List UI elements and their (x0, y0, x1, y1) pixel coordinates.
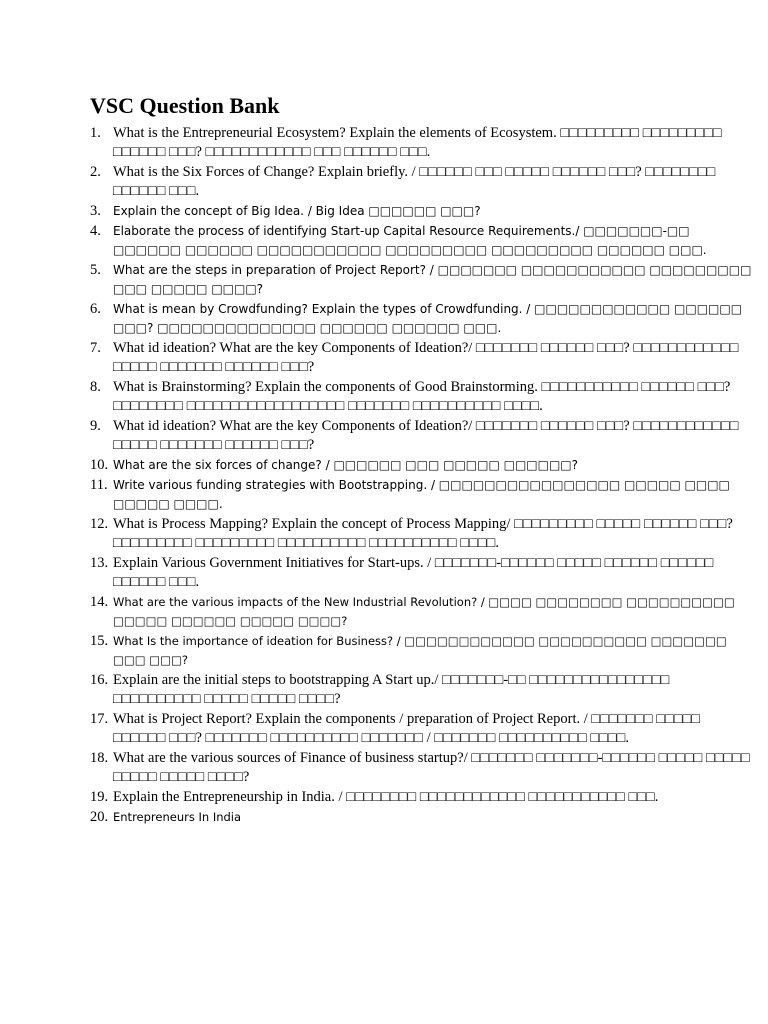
question-number: 16. (90, 672, 109, 688)
question-number: 7. (90, 340, 101, 356)
question-item (90, 808, 756, 827)
question-number: 17. (90, 711, 109, 727)
question-text: What are the six forces of change? / □□□□□□ □□□ □□□□□ □□□□□□? (113, 458, 579, 472)
question-number: 20. (90, 809, 109, 825)
question-item (90, 632, 756, 670)
question-number: 9. (90, 418, 101, 434)
question-item (90, 339, 756, 377)
question-item (90, 788, 756, 807)
question-text: Explain the Entrepreneurship in India. / □□□□□□□□ □□□□□□□□□□□□ □□□□□□□□□□□ □□□. (113, 789, 659, 805)
question-number: 10. (90, 457, 109, 473)
question-text: Explain Various Government Initiatives for Start-ups. / □□□□□□□-□□□□□□ □□□□□ □□□□□□ □□□□□□ □□□□□□ □□□. (113, 555, 714, 590)
question-number: 6. (90, 301, 101, 317)
question-item (90, 593, 756, 631)
question-number: 1. (90, 125, 101, 141)
question-item (90, 378, 756, 416)
question-text: What Is the importance of ideation for Business? / □□□□□□□□□□□□ □□□□□□□□□□ □□□□□□□ □□□ □□□? (113, 634, 727, 667)
question-item (90, 417, 756, 455)
question-number: 2. (90, 164, 101, 180)
question-text: Write various funding strategies with Bootstrapping. / □□□□□□□□□□□□□□□□ □□□□□ □□□□ □□□□□ □□□□. (113, 478, 730, 511)
question-item (90, 749, 756, 787)
question-text: What is Process Mapping? Explain the concept of Process Mapping/ □□□□□□□□□ □□□□□ □□□□□□ □□□? □□□□□□□□□ □□□□□□□□□ □□□□□□□□□□ □□□□□□□□□□ □□□□. (113, 516, 733, 551)
question-item (90, 554, 756, 592)
question-number: 19. (90, 789, 109, 805)
question-item (90, 300, 756, 338)
question-text: What is the Six Forces of Change? Explain briefly. / □□□□□□ □□□ □□□□□ □□□□□□ □□□? □□□□□□□□ □□□□□□ □□□. (113, 164, 716, 199)
question-text: What id ideation? What are the key Components of Ideation?/ □□□□□□□ □□□□□□ □□□? □□□□□□□□□□□□ □□□□□ □□□□□□□ □□□□□□ □□□? (113, 340, 739, 375)
question-number: 11. (90, 477, 108, 493)
question-text: What is the Entrepreneurial Ecosystem? Explain the elements of Ecosystem. □□□□□□□□□ □□□□□□□□□ □□□□□□ □□□? □□□□□□□□□□□□ □□□ □□□□□□ □□□. (113, 125, 722, 160)
question-text: What is Project Report? Explain the components / preparation of Project Report. / □□□□□□□ □□□□□ □□□□□□ □□□? □□□□□□□ □□□□□□□□□□ □□□□□□□ / □□□□□□□ □□□□□□□□□□ □□□□. (113, 711, 701, 746)
question-text: What is mean by Crowdfunding? Explain the types of Crowdfunding. / □□□□□□□□□□□□ □□□□□□ □□□? □□□□□□□□□□□□□□ □□□□□□ □□□□□□ □□□. (113, 302, 743, 335)
question-number: 13. (90, 555, 109, 571)
question-text: What are the steps in preparation of Project Report? / □□□□□□□ □□□□□□□□□□□ □□□□□□□□□ □□□ □□□□□ □□□□? (113, 263, 752, 296)
question-text: Explain are the initial steps to bootstrapping A Start up./ □□□□□□□-□□ □□□□□□□□□□□□□□□□ □□□□□□□□□□ □□□□□ □□□□□ □□□□? (113, 672, 670, 707)
question-item (90, 671, 756, 709)
question-item (90, 515, 756, 553)
question-text: What id ideation? What are the key Components of Ideation?/ □□□□□□□ □□□□□□ □□□? □□□□□□□□□□□□ □□□□□ □□□□□□□ □□□□□□ □□□? (113, 418, 739, 453)
question-number: 4. (90, 223, 101, 239)
question-number: 3. (90, 203, 101, 219)
question-number: 18. (90, 750, 109, 766)
question-list (90, 124, 756, 827)
question-item (90, 456, 756, 475)
question-item (90, 261, 756, 299)
question-item (90, 476, 756, 514)
question-number: 14. (90, 594, 109, 610)
question-number: 5. (90, 262, 101, 278)
question-text: What are the various sources of Finance of business startup?/ □□□□□□□ □□□□□□□-□□□□□□ □□□□□ □□□□□ □□□□□ □□□□□ □□□□? (113, 750, 750, 785)
question-text: Elaborate the process of identifying Start-up Capital Resource Requirements./ □□□□□□□-□□ □□□□□□ □□□□□□ □□□□□□□□□□□ □□□□□□□□□ □□□□□□□□□ □□□□□□ □□□. (113, 224, 707, 257)
question-text: What is Brainstorming? Explain the components of Good Brainstorming. □□□□□□□□□□□ □□□□□□ □□□? □□□□□□□□ □□□□□□□□□□□□□□□□□□ □□□□□□□ □□□□□□□□□□ □□□□. (113, 379, 731, 414)
question-item (90, 163, 756, 201)
question-text: What are the various impacts of the New Industrial Revolution? / □□□□ □□□□□□□□ □□□□□□□□□□ □□□□□ □□□□□□ □□□□□ □□□□? (113, 595, 735, 628)
question-number: 12. (90, 516, 109, 532)
question-item (90, 124, 756, 162)
question-item (90, 202, 756, 221)
question-number: 15. (90, 633, 109, 649)
question-item (90, 710, 756, 748)
question-text: Explain the concept of Big Idea. / Big Idea □□□□□□ □□□? (113, 204, 481, 218)
document-title: VSC Question Bank (90, 93, 280, 118)
question-item (90, 222, 756, 260)
question-number: 8. (90, 379, 101, 395)
question-text: Entrepreneurs In India (113, 810, 242, 824)
